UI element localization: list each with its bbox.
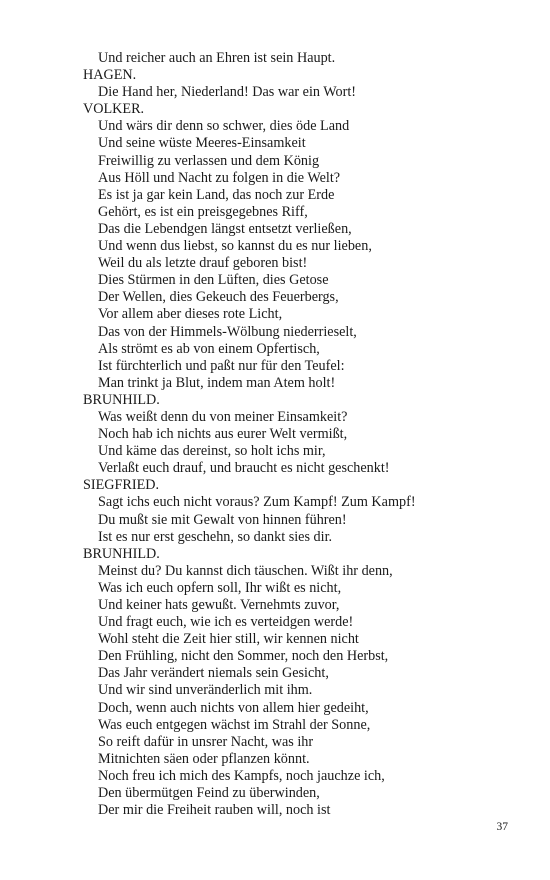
verse-line: Und keiner hats gewußt. Vernehmts zuvor, — [98, 597, 340, 613]
verse-line: Ist fürchterlich und paßt nur für den Teufel: — [98, 357, 345, 374]
verse-line: Den Frühling, nicht den Sommer, noch den Herbst, — [98, 648, 389, 665]
drama-text — [83, 50, 523, 819]
verse-line: Der Wellen, dies Gekeuch des Feuerbergs, — [98, 289, 339, 306]
speaker-name: SIEGFRIED. — [83, 477, 160, 494]
verse-line: Doch, wenn auch nichts von allem hier gedeiht, — [98, 699, 369, 716]
verse-line: Und reicher auch an Ehren ist sein Haupt. — [98, 50, 336, 66]
verse-line: Du mußt sie mit Gewalt von hinnen führen! — [98, 511, 347, 528]
verse-line: Noch hab ich nichts aus eurer Welt vermißt, — [98, 426, 348, 443]
verse-line: Als strömt es ab von einem Opfertisch, — [98, 340, 320, 357]
verse-line: Man trinkt ja Blut, indem man Atem holt! — [98, 374, 336, 391]
verse-line: Freiwillig zu verlassen und dem König — [98, 152, 320, 169]
speaker-name: BRUNHILD. — [83, 545, 160, 562]
verse-line: Und käme das dereinst, so holt ichs mir, — [98, 443, 326, 460]
verse-line: Weil du als letzte drauf geboren bist! — [98, 255, 308, 272]
verse-line: So reift dafür in unsrer Nacht, was ihr — [98, 733, 314, 750]
verse-line: Das Jahr verändert niemals sein Gesicht, — [98, 665, 329, 682]
verse-line: Den übermütgen Feind zu überwinden, — [98, 785, 320, 802]
verse-line: Der mir die Freiheit rauben will, noch ist — [98, 802, 331, 819]
verse-line: Was ich euch opfern soll, Ihr wißt es nicht, — [98, 579, 342, 596]
verse-line: Meinst du? Du kannst dich täuschen. Wißt ihr denn, — [98, 562, 393, 579]
verse-line: Vor allem aber dieses rote Licht, — [98, 306, 283, 323]
verse-line: Ist es nur erst geschehn, so dankt sies dir. — [98, 528, 333, 545]
verse-line: Noch freu ich mich des Kampfs, noch jauchze ich, — [98, 767, 385, 784]
verse-line: Mitnichten säen oder pflanzen könnt. — [98, 750, 310, 767]
verse-line: Die Hand her, Niederland! Das war ein Wort! — [98, 84, 357, 101]
verse-line: Und wärs dir denn so schwer, dies öde Land — [98, 118, 350, 135]
speaker-name: VOLKER. — [83, 101, 145, 118]
verse-line: Und wenn dus liebst, so kannst du es nur lieben, — [98, 238, 372, 255]
page-number: 37 — [496, 821, 508, 833]
verse-line: Es ist ja gar kein Land, das noch zur Erde — [98, 186, 335, 203]
verse-line: Das von der Himmels-Wölbung niederrieselt, — [98, 323, 357, 340]
verse-line: Wohl steht die Zeit hier still, wir kennen nicht — [98, 631, 359, 648]
verse-line: Was euch entgegen wächst im Strahl der Sonne, — [98, 716, 371, 733]
verse-line: Und seine wüste Meeres-Einsamkeit — [98, 135, 306, 152]
speaker-name: BRUNHILD. — [83, 391, 160, 408]
verse-line: Aus Höll und Nacht zu folgen in die Welt? — [98, 169, 341, 186]
verse-line: Gehört, es ist ein preisgegebnes Riff, — [98, 203, 308, 220]
verse-line: Dies Stürmen in den Lüften, dies Getose — [98, 272, 329, 289]
verse-line: Und fragt euch, wie ich es verteidgen werde! — [98, 614, 354, 631]
verse-line: Und wir sind unveränderlich mit ihm. — [98, 682, 313, 699]
verse-line: Das die Lebendgen längst entsetzt verließen, — [98, 220, 352, 237]
speaker-name: HAGEN. — [83, 67, 137, 84]
verse-line: Was weißt denn du von meiner Einsamkeit? — [98, 408, 348, 425]
verse-line: Sagt ichs euch nicht voraus? Zum Kampf! Zum Kampf! — [98, 494, 416, 511]
verse-line: Verlaßt euch drauf, und braucht es nicht geschenkt! — [98, 460, 390, 477]
